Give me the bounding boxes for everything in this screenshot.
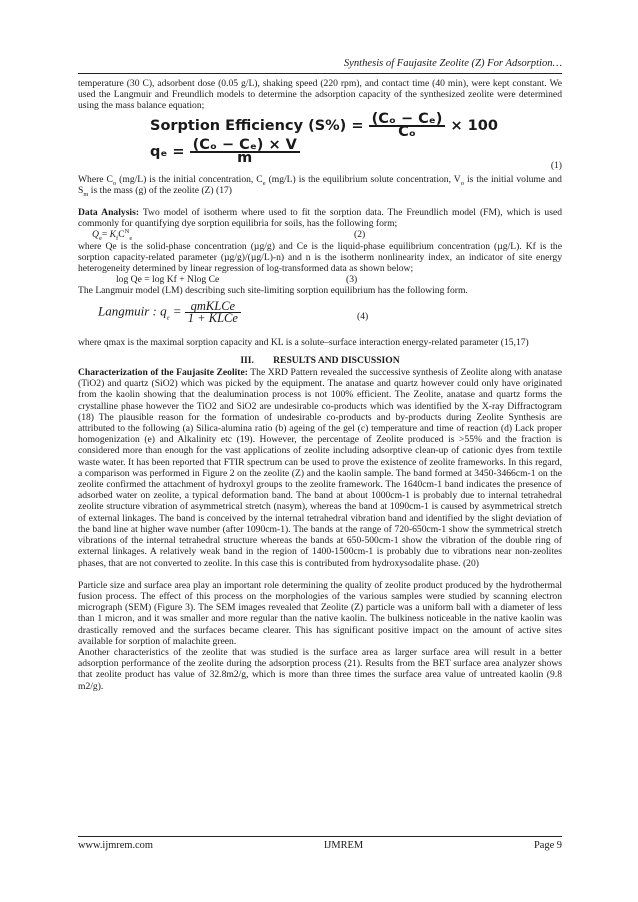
- langmuir-fraction: [185, 298, 241, 325]
- qe-denominator: m: [237, 149, 253, 166]
- where-definitions-2: where Qe is the solid-phase concentration (µg/g) and Ce is the liquid-phase equilibrium concentration (µg/L). Kf is the sorption capacity-related parameter (µg/g)/(µg/L)-n) and n is the isotherm nonlinearity index, an indicator of site energy heterogeneity determined by linear regression of log-transformed data as shown below;: [78, 240, 562, 275]
- equation-2-text: $Q_e= K_fC^N_e$: [92, 228, 133, 243]
- qe-fraction: [190, 136, 300, 166]
- equation-2: [78, 228, 562, 243]
- se-denominator: Cₒ: [398, 123, 416, 140]
- equation-3-text: log Qe = log Kf + Nlog Ce: [116, 274, 220, 286]
- se-numerator: (Cₒ − Cₑ): [369, 114, 446, 127]
- surface-area-paragraph: Another characteristics of the zeolite that was studied is the surface area as larger surface area will result in a better adsorption performance of the zeolite during the adsorption process (21). Results from the BET surface area analyzer shows that zeolite product has value of 32.8m2/g, which is more than three times the surface area value of untreated kaolin (9.8 m2/g).: [78, 646, 562, 692]
- equation-3: [78, 274, 562, 285]
- langmuir-denominator: 1 + KLCe: [187, 310, 238, 325]
- langmuir-numerator: qmKLCe: [185, 301, 241, 313]
- equation-1-number: (1): [550, 159, 562, 171]
- equation-4-number: (4): [357, 310, 369, 322]
- qe-numerator: (Cₒ − Cₑ) × V: [190, 140, 300, 153]
- page: [78, 0, 562, 902]
- page-body: [78, 78, 562, 692]
- section-heading: III. RESULTS AND DISCUSSION: [240, 354, 400, 366]
- qe-formula: [150, 136, 300, 166]
- where-definitions-3: where qmax is the maximal sorption capacity and KL is a solute–surface interaction energy-related parameter (15,17): [78, 336, 529, 348]
- intro-paragraph: temperature (30 C), adsorbent dose (0.05 g/L), shaking speed (220 rpm), and contact time (40 min), were kept constant. We used the Langmuir and Freundlich models to determine the adsorption capacity of the synthesized zeolite were determined using the mass balance equation;: [78, 78, 562, 112]
- se-lhs: Sorption Efficiency (S%) =: [150, 117, 364, 134]
- equation-1: [78, 112, 562, 174]
- data-analysis-paragraph: Data Analysis: Two model of isotherm where used to fit the sorption data. The Freundlich model (FM), which is used commonly for quantifying dye sorption equilibria for soils, has the following form;: [78, 207, 562, 230]
- equation-4: [78, 297, 562, 337]
- sorption-efficiency-formula: [150, 110, 498, 140]
- data-analysis-label: Data Analysis:: [78, 207, 140, 219]
- header-rule: [78, 73, 562, 74]
- equation-3-number: (3): [346, 274, 358, 286]
- qe-lhs: qₑ =: [150, 143, 185, 160]
- characterization-paragraph: Characterization of the Faujasite Zeolite: The XRD Pattern revealed the successive synthesis of Zeolite along with anatase (TiO2) and quartz (SiO2) which was picked by the equipment. The anatase and quartz however could only have originated from the kaolin showing that the dealumination process is not 100% efficient. The Zeolite, anatase and quartz forms the crystalline phase however the TiO2 and SiO2 are undesirable co-products which was identified by the X-ray Diffractogram (18) The plausible reason for the formation of undesirable co-products and by-products during Zeolite Synthesis are attributed to the following (a) Silica-alumina ratio (b) ageing of the gel (c) temperature and time of reaction (d) Lack proper homogenization (e) and Alkalinity etc (19). However, the percentage of Zeolite produced is >55% and the fraction is considered more than enough for the vast applications of zeolite including adsorptive clean-up of cationic dyes from textile waste water. It has been reported that FTIR spectrum can be used to prove the existence of zeolite frameworks. In this regard, a comparison was performed in Figure 2 on the zeolite (Z) and the kaolin sample. The band formed at 3450-3466cm-1 on the zeolite confirmed the attachment of hydroxyl groups to the zeolite framework. The 1640cm-1 band indicates the presence of adsorbed water on zeolite, a typical deformation band. The band at about 1000cm-1 is probably due to internal tetrahedral zeolite structure vibration of asymmetrical stretch (nasym), whereas the band at 1090cm-1 is caused by asymmetrical stretch of external linkages. The band is conceived by the internal tetrahedral vibration band and identified by the slight deviation of the band line at higher wave number (after 1090cm-1). The bands at the range of 720-650cm-1 show the symmetrical stretch vibrations of the internal tetrahedral structure whereas the bands at 650-500cm-1 show the vibration of the double ring of external linkages. A relatively weak band in the region of 1400-1500cm-1 is probably due to vibrations near non-zeolites phases, that are not converted to zeolite. In this case this is contributed from hydroxysodalite phase. (20): [78, 367, 562, 569]
- equation-2-number: (2): [354, 229, 366, 241]
- particle-size-paragraph: Particle size and surface area play an important role determining the quality of zeolite product produced by the hydrothermal fusion process. The effect of this process on the morphologies of the various samples were studied by scanning electron micrograph (SEM) (Figure 3). The SEM images revealed that Zeolite (Z) particle was a uniform ball with a diameter of less than 1 micron, and it was smaller and more regular than the native kaolin. The bulkiness noticeable in the native kaolin was drastically removed and the surfaces became clearer. This has significant positive impact on the amount of active sites available for sorption of malachite green.: [78, 579, 562, 647]
- where-definitions-1: Where $C_o$ (mg/L) is the initial concentration, $C_e$ (mg/L) is the equilibrium solute concentration, $V_o$ is the initial volume and $S_m$ is the mass (g) of the zeolite (Z) (17): [78, 173, 562, 198]
- langmuir-intro: The Langmuir model (LM) describing such site-limiting sorption equilibrium has the following form.: [78, 285, 468, 297]
- se-fraction: [369, 110, 446, 140]
- footer-website[interactable]: www.ijmrem.com: [78, 840, 153, 851]
- footer-journal: IJMREM: [323, 840, 364, 851]
- se-multiplier: × 100: [450, 117, 498, 134]
- characterization-label: Characterization of the Faujasite Zeolite:: [78, 367, 248, 379]
- footer-page-number: Page 9: [533, 840, 562, 851]
- langmuir-formula: Langmuir : $q_e$ = $\frac{\text{qmKLCe}}{\text{1 + KLCe}}$: [98, 301, 241, 324]
- footer: [78, 840, 562, 851]
- running-header: Synthesis of Faujasite Zeolite (Z) For Adsorption…: [343, 58, 562, 69]
- footer-rule: [78, 836, 562, 837]
